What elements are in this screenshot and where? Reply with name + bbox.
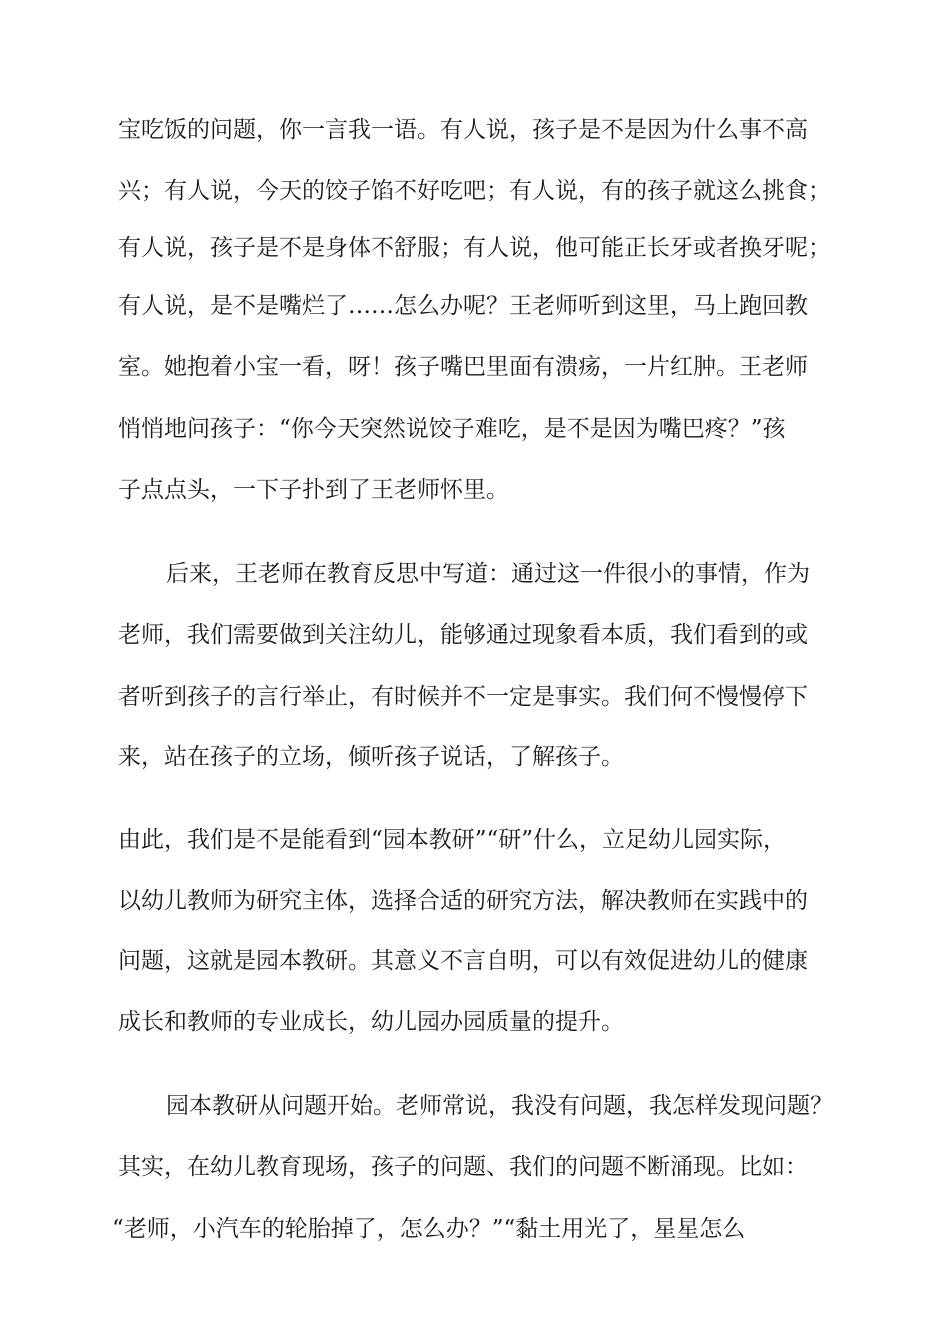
text-line: 室。她抱着小宝一看，呀！孩子嘴巴里面有溃疡，一片红肿。王老师 xyxy=(118,354,808,380)
text-line: 由此，我们是不是能看到“园本教研”“研”什么，立足幼儿园实际， xyxy=(118,827,787,853)
text-line: 成长和教师的专业成长，幼儿园办园质量的提升。 xyxy=(118,1009,624,1035)
text-line: 子点点头，一下子扑到了王老师怀里。 xyxy=(118,477,509,503)
text-line: 兴；有人说，今天的饺子馅不好吃吧；有人说，有的孩子就这么挑食； xyxy=(118,178,831,204)
text-line: 以幼儿教师为研究主体，选择合适的研究方法，解决教师在实践中的 xyxy=(118,888,808,914)
text-line: 后来，王老师在教育反思中写道：通过这一件很小的事情，作为 xyxy=(166,561,810,587)
text-line: 悄悄地问孩子：“你今天突然说饺子难吃，是不是因为嘴巴疼？”孩 xyxy=(118,416,786,442)
text-line: 宝吃饭的问题，你一言我一语。有人说，孩子是不是因为什么事不高 xyxy=(118,117,808,143)
text-line: 老师，我们需要做到关注幼儿，能够通过现象看本质，我们看到的或 xyxy=(118,622,808,648)
text-line: 问题，这就是园本教研。其意义不言自明，可以有效促进幼儿的健康 xyxy=(118,948,808,974)
text-line: 园本教研从问题开始。老师常说，我没有问题，我怎样发现问题？ xyxy=(166,1093,833,1119)
text-line: 者听到孩子的言行举止，有时候并不一定是事实。我们何不慢慢停下 xyxy=(118,684,808,710)
text-line: 来，站在孩子的立场，倾听孩子说话，了解孩子。 xyxy=(118,744,624,770)
text-line: “老师，小汽车的轮胎掉了，怎么办？”“黏土用光了，星星怎么 xyxy=(112,1216,746,1242)
text-line: 有人说，是不是嘴烂了……怎么办呢？王老师听到这里，马上跑回教 xyxy=(118,293,808,319)
text-line: 有人说，孩子是不是身体不舒服；有人说，他可能正长牙或者换牙呢； xyxy=(118,235,831,261)
text-line: 其实，在幼儿教育现场，孩子的问题、我们的问题不断涌现。比如： xyxy=(118,1154,808,1180)
